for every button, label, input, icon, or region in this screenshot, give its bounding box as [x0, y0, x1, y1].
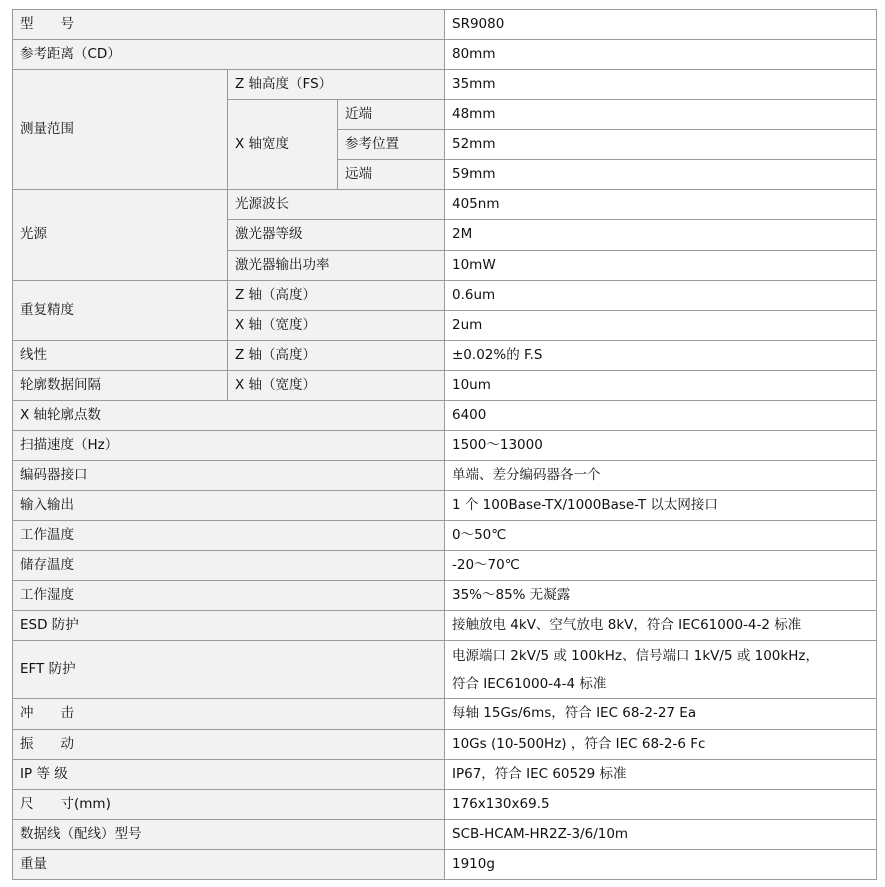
row-label-repeatability: 重复精度	[13, 280, 228, 340]
row-label-op-humidity: 工作湿度	[13, 581, 445, 611]
row-value-size: 176x130x69.5	[445, 789, 877, 819]
sub-label-repeat-x: X 轴（宽度）	[228, 310, 445, 340]
table-row	[13, 190, 877, 220]
row-value-op-temp: 0～50℃	[445, 521, 877, 551]
row-label-ref-distance: 参考距离（CD）	[13, 40, 445, 70]
row-value-encoder: 单端、差分编码器各一个	[445, 460, 877, 490]
row-label-linearity: 线性	[13, 340, 228, 370]
table-row	[13, 70, 877, 100]
sub-label-x-width: X 轴宽度	[228, 100, 338, 190]
sub-label-wavelength: 光源波长	[228, 190, 445, 220]
row-value-scan-speed: 1500～13000	[445, 430, 877, 460]
row-value-far: 59mm	[445, 160, 877, 190]
row-label-shock: 冲 击	[13, 699, 445, 729]
sub-label-laser-class: 激光器等级	[228, 220, 445, 250]
eft-value-line-1: 电源端口 2kV/5 或 100kHz、信号端口 1kV/5 或 100kHz，	[452, 647, 819, 664]
row-value-io: 1 个 100Base-TX/1000Base-T 以太网接口	[445, 491, 877, 521]
row-value-vibration: 10Gs (10-500Hz) ，符合 IEC 68-2-6 Fc	[445, 729, 877, 759]
table-row	[13, 759, 877, 789]
table-row	[13, 491, 877, 521]
table-row	[13, 40, 877, 70]
row-label-model: 型 号	[13, 10, 445, 40]
row-value-storage-temp: -20～70℃	[445, 551, 877, 581]
row-label-size: 尺 寸(mm)	[13, 789, 445, 819]
table-row	[13, 819, 877, 849]
sub-label-z-height: Z 轴高度（FS）	[228, 70, 445, 100]
row-value-wavelength: 405nm	[445, 190, 877, 220]
row-label-vibration: 振 动	[13, 729, 445, 759]
row-value-linearity: ±0.02%的 F.S	[445, 340, 877, 370]
row-value-x-points: 6400	[445, 400, 877, 430]
table-row	[13, 400, 877, 430]
row-value-shock: 每轴 15Gs/6ms，符合 IEC 68-2-27 Ea	[445, 699, 877, 729]
row-value-eft	[445, 641, 877, 699]
row-value-laser-class: 2M	[445, 220, 877, 250]
sub-label-laser-power: 激光器输出功率	[228, 250, 445, 280]
sub-label-far: 远端	[338, 160, 445, 190]
row-label-eft: EFT 防护	[13, 641, 445, 699]
row-label-x-points: X 轴轮廓点数	[13, 400, 445, 430]
row-value-ref-pos: 52mm	[445, 130, 877, 160]
table-row	[13, 789, 877, 819]
table-row	[13, 729, 877, 759]
table-row	[13, 611, 877, 641]
table-row	[13, 849, 877, 879]
sub-label-linearity: Z 轴（高度）	[228, 340, 445, 370]
spec-table	[12, 9, 877, 880]
table-row	[13, 370, 877, 400]
table-row	[13, 521, 877, 551]
row-value-ip: IP67，符合 IEC 60529 标准	[445, 759, 877, 789]
row-label-weight: 重量	[13, 849, 445, 879]
table-row	[13, 551, 877, 581]
row-value-model: SR9080	[445, 10, 877, 40]
row-value-cable: SCB-HCAM-HR2Z-3/6/10m	[445, 819, 877, 849]
row-label-esd: ESD 防护	[13, 611, 445, 641]
sub-label-repeat-z: Z 轴（高度）	[228, 280, 445, 310]
table-row	[13, 699, 877, 729]
table-row	[13, 430, 877, 460]
table-row	[13, 641, 877, 699]
table-row	[13, 10, 877, 40]
sub-label-profile-interval: X 轴（宽度）	[228, 370, 445, 400]
row-label-scan-speed: 扫描速度（Hz）	[13, 430, 445, 460]
row-label-ip: IP 等 级	[13, 759, 445, 789]
table-row	[13, 280, 877, 310]
row-value-laser-power: 10mW	[445, 250, 877, 280]
row-value-near: 48mm	[445, 100, 877, 130]
row-label-storage-temp: 储存温度	[13, 551, 445, 581]
row-label-op-temp: 工作温度	[13, 521, 445, 551]
row-value-repeat-x: 2um	[445, 310, 877, 340]
row-label-encoder: 编码器接口	[13, 460, 445, 490]
table-row	[13, 581, 877, 611]
row-value-z-height: 35mm	[445, 70, 877, 100]
row-value-op-humidity: 35%～85% 无凝露	[445, 581, 877, 611]
row-value-weight: 1910g	[445, 849, 877, 879]
row-value-ref-distance: 80mm	[445, 40, 877, 70]
sub-label-near: 近端	[338, 100, 445, 130]
row-label-io: 输入输出	[13, 491, 445, 521]
table-row	[13, 460, 877, 490]
row-value-esd: 接触放电 4kV、空气放电 8kV，符合 IEC61000-4-2 标准	[445, 611, 877, 641]
row-label-light-source: 光源	[13, 190, 228, 280]
row-label-profile-interval: 轮廓数据间隔	[13, 370, 228, 400]
eft-value-line-2: 符合 IEC61000-4-4 标准	[452, 675, 607, 692]
row-value-repeat-z: 0.6um	[445, 280, 877, 310]
row-value-profile-interval: 10um	[445, 370, 877, 400]
row-label-measure-range: 测量范围	[13, 70, 228, 190]
table-row	[13, 340, 877, 370]
sub-label-ref-pos: 参考位置	[338, 130, 445, 160]
row-label-cable: 数据线（配线）型号	[13, 819, 445, 849]
